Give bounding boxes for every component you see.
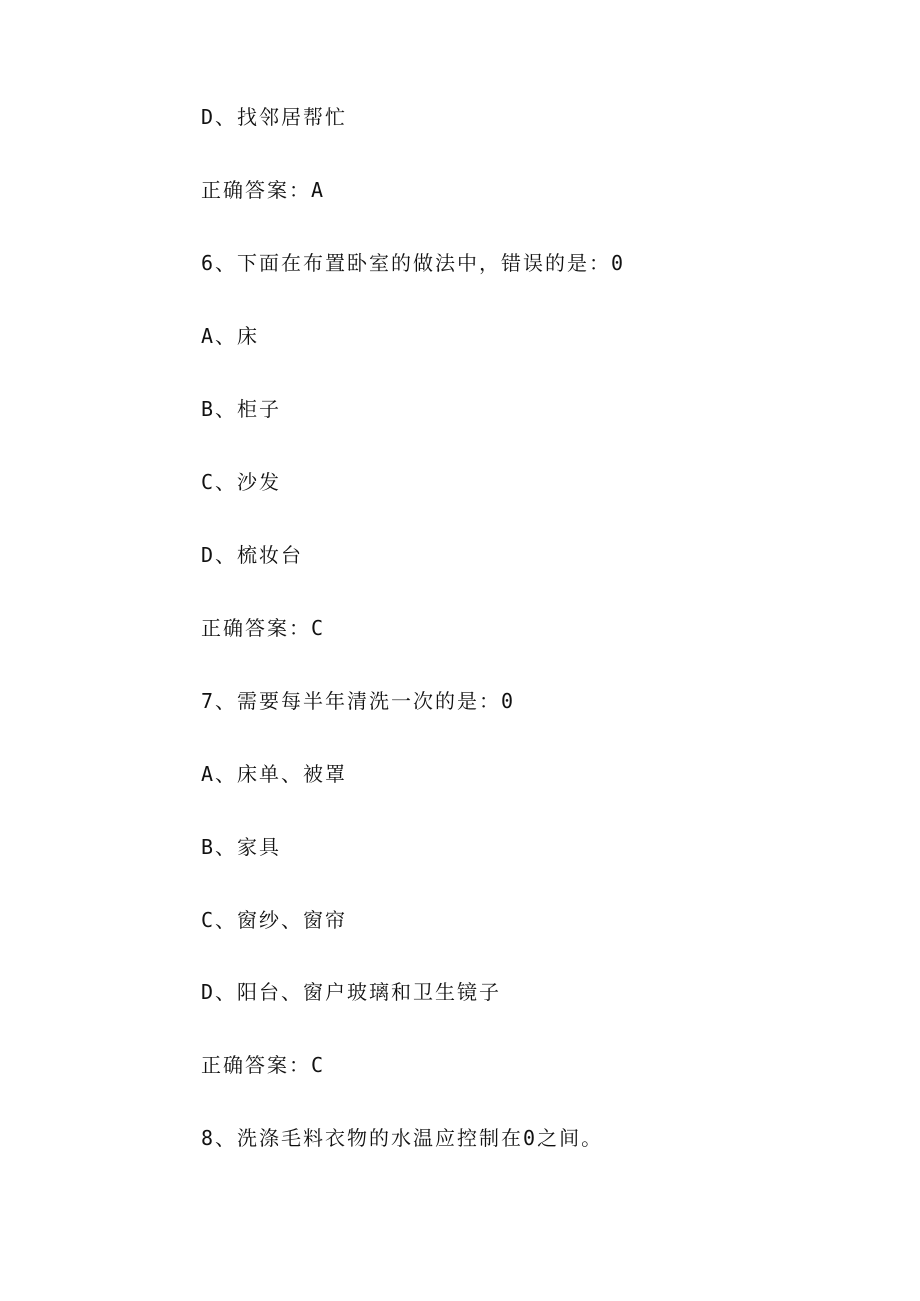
option-a-q6: A、床 [201,324,260,348]
option-d-q7: D、阳台、窗户玻璃和卫生镜子 [201,980,502,1004]
answer-q5: 正确答案：A [201,178,326,202]
answer-q7: 正确答案：C [201,1053,326,1077]
option-c-q7: C、窗纱、窗帘 [201,908,348,932]
option-b-q6: B、柜子 [201,397,282,421]
option-c-q6: C、沙发 [201,470,282,494]
question-7: 7、需要每半年清洗一次的是：0 [201,689,516,713]
answer-q6: 正确答案：C [201,616,326,640]
option-d-q5: D、找邻居帮忙 [201,105,348,129]
option-a-q7: A、床单、被罩 [201,762,348,786]
question-6: 6、下面在布置卧室的做法中，错误的是：0 [201,251,626,275]
question-8: 8、洗涤毛料衣物的水温应控制在0之间。 [201,1126,604,1150]
option-b-q7: B、家具 [201,835,282,859]
option-d-q6: D、梳妆台 [201,543,304,567]
